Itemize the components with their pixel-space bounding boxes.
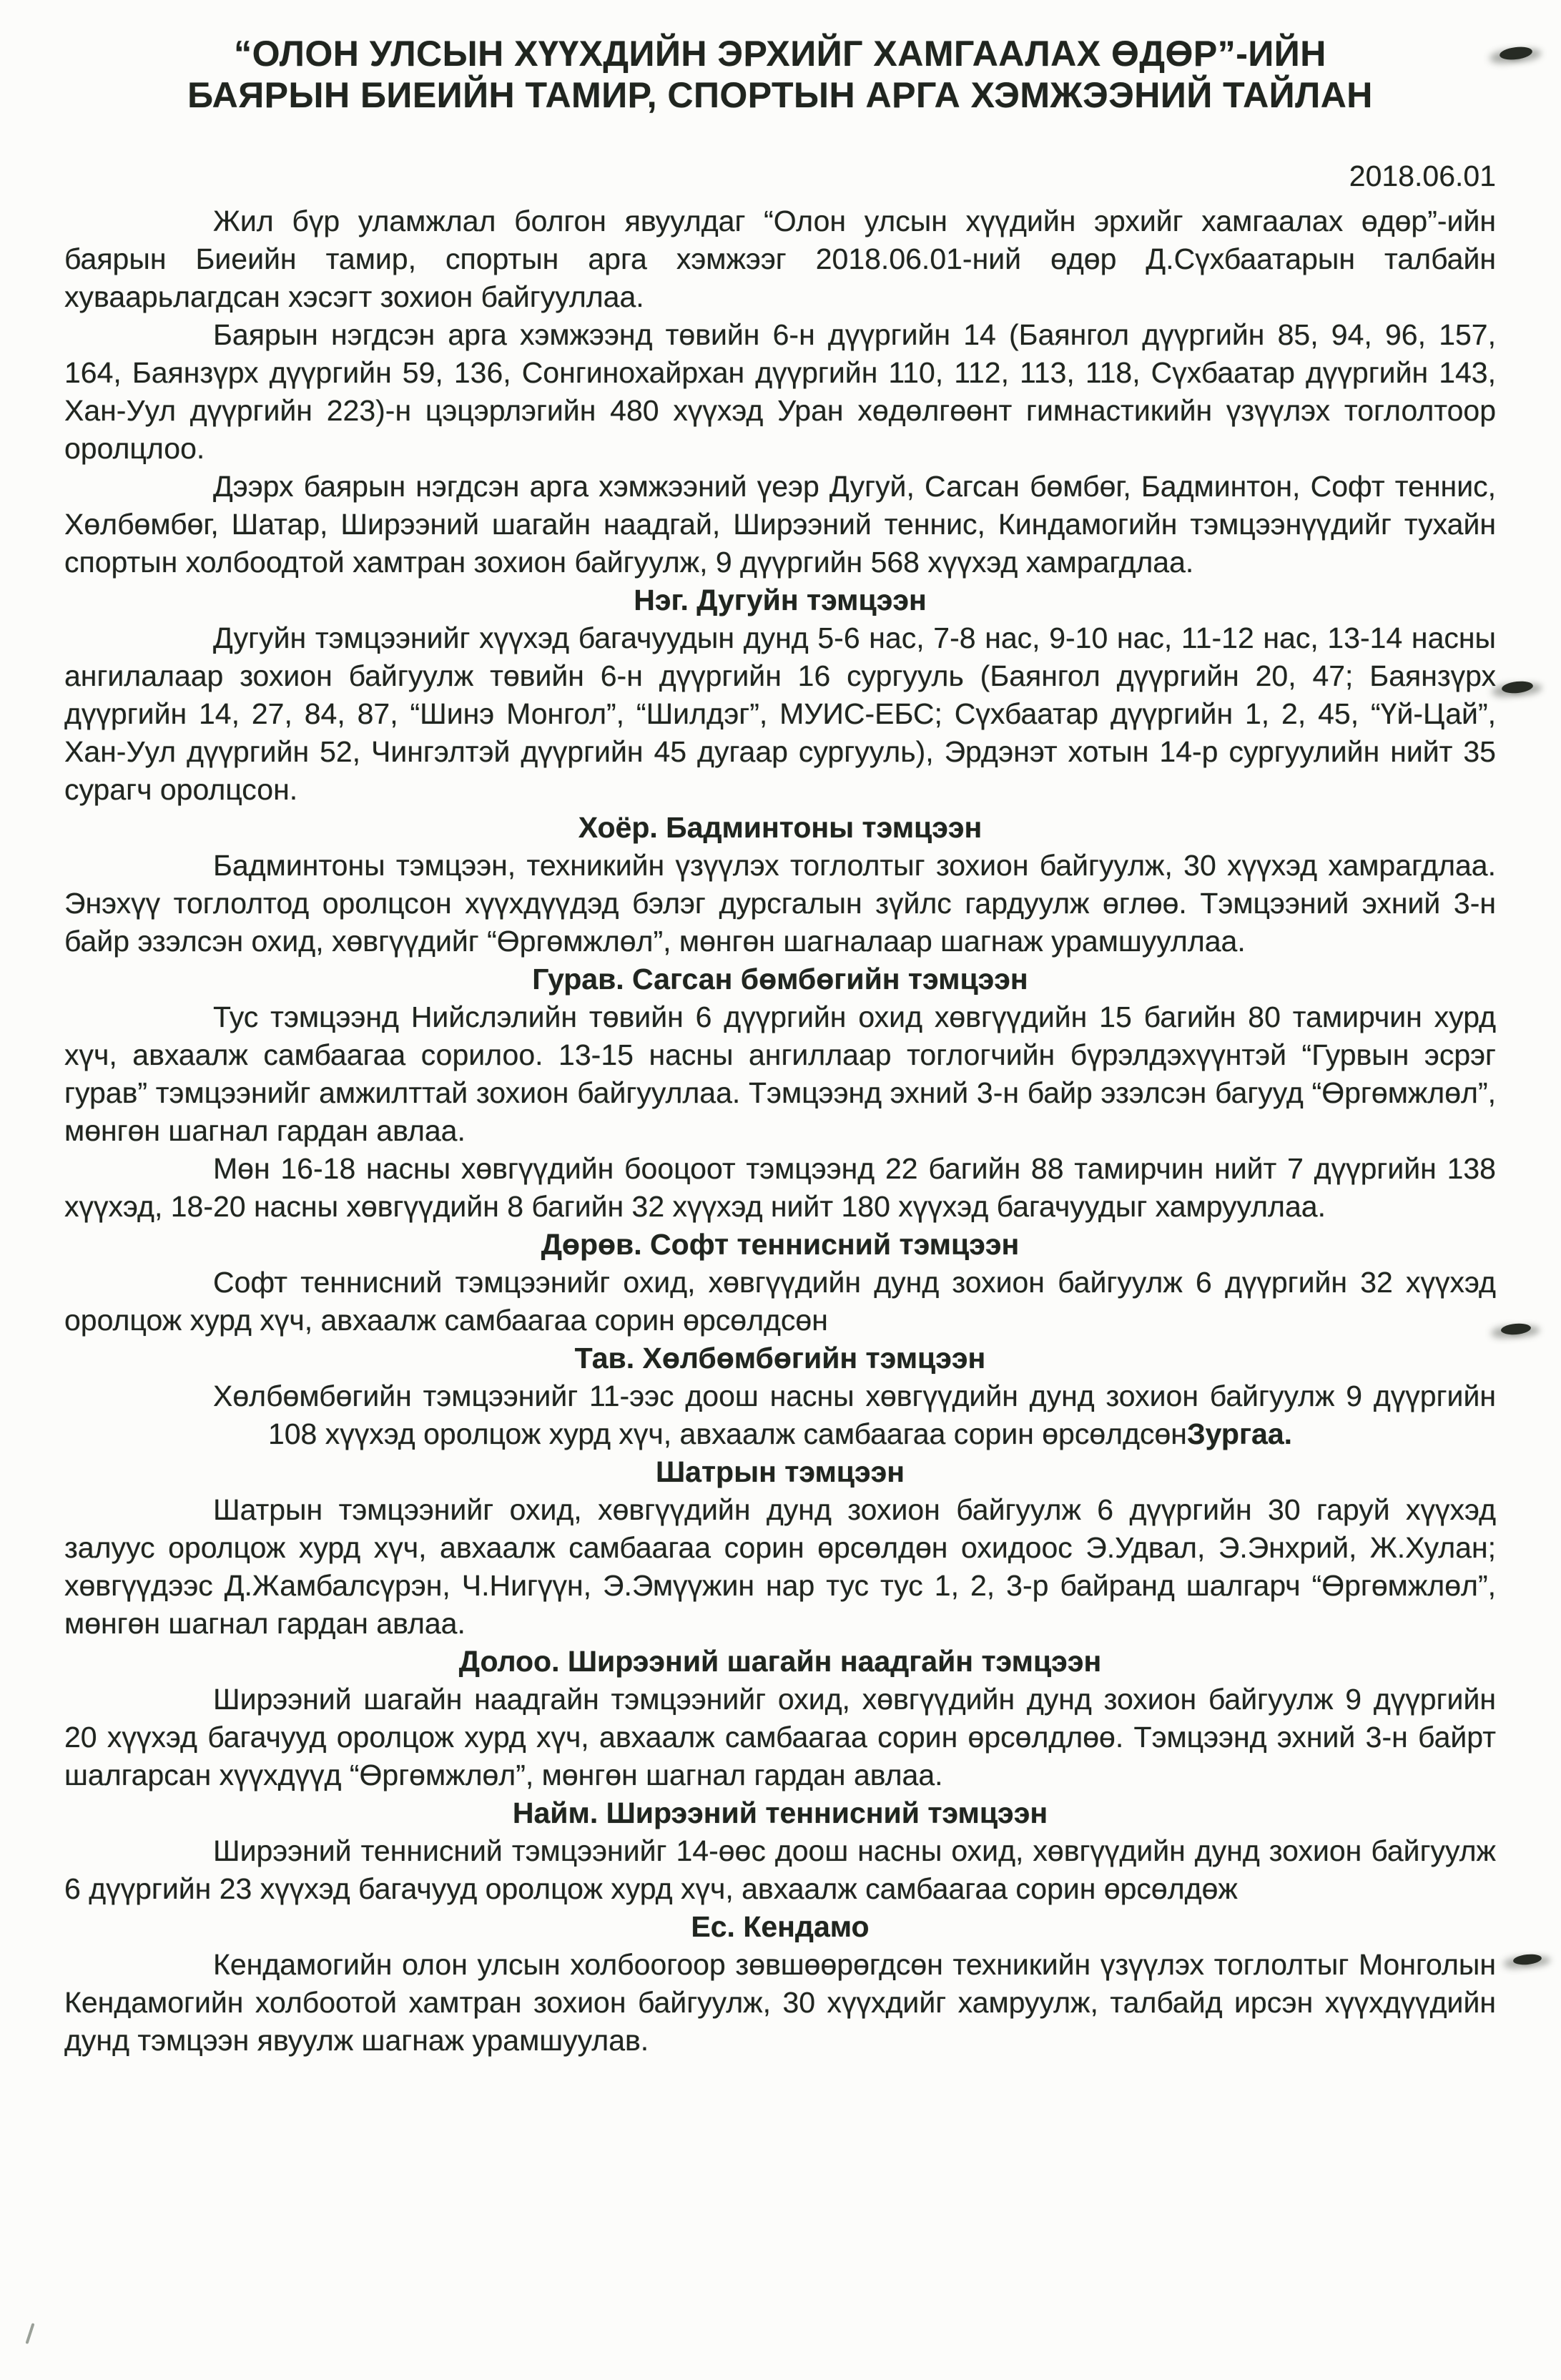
- document-date: 2018.06.01: [1349, 159, 1496, 192]
- body-paragraph: Бадминтоны тэмцээн, техникийн үзүүлэх тоглолтыг зохион байгуулж, 30 хүүхэд хамрагдлаа. Энэхүү тоглолтод оролцсон хүүхдүүдэд бэлэг дурсгалын зүйлс гардуулж өглөө. Тэмцээний эхний 3-н байр эзэлсэн охид, хөвгүүдийг “Өргөмжлөл”, мөнгөн шагналаар шагнаж урамшууллаа.: [64, 849, 1496, 958]
- body-paragraph: Дугуйн тэмцээнийг хүүхэд багачуудын дунд 5-6 нас, 7-8 нас, 9-10 нас, 11-12 нас, 13-14 насны ангилалаар зохион байгуулж төвийн 6-н дүүргийн 16 сургууль (Баянгол дүүргийн 20, 47; Баянзүрх дүүргийн 14, 27, 84, 87, “Шинэ Монгол”, “Шилдэг”, МУИС-ЕБС; Сүхбаатар дүүргийн 1, 2, 45, “Үй-Цай”, Хан-Уул дүүргийн 52, Чингэлтэй дүүргийн 45 дугаар сургууль), Эрдэнэт хотын 14-р сургуулийн нийт 35 сурагч оролцсон.: [64, 621, 1496, 806]
- body-paragraph: Ширээний шагайн наадгайн тэмцээнийг охид, хөвгүүдийн дунд зохион байгуулж 9 дүүргийн 20 хүүхэд багачууд оролцож хурд хүч, авхаалж самбаагаа сорин өрсөлдлөө. Тэмцээнд эхний 3-н байрт шалгарсан хүүхдүүд “Өргөмжлөл”, мөнгөн шагнал гардан авлаа.: [64, 1683, 1496, 1791]
- document-title-line-1: “ОЛОН УЛСЫН ХҮҮХДИЙН ЭРХИЙГ ХАМГААЛАХ ӨДӨР”-ИЙН: [234, 34, 1326, 74]
- section-heading: Ес. Кендамо: [691, 1910, 870, 1943]
- body-paragraph: Шатрын тэмцээнийг охид, хөвгүүдийн дунд зохион байгуулж 6 дүүргийн 30 гаруй хүүхэд залуус оролцож хурд хүч, авхаалж самбаагаа сорин өрсөлдөн охидоос Э.Удвал, Э.Энхрий, Ж.Хулан; хөвгүүдээс Д.Жамбалсүрэн, Ч.Нигүүн, Э.Эмүүжин нар тус тус 1, 2, 3-р байранд шалгарч “Өргөмжлөл”, мөнгөн шагнал гардан авлаа.: [64, 1493, 1496, 1640]
- section-heading: Найм. Ширээний теннисний тэмцээн: [512, 1796, 1048, 1829]
- section-heading: Дөрөв. Софт теннисний тэмцээн: [541, 1228, 1020, 1261]
- body-paragraph: Мөн 16-18 насны хөвгүүдийн бооцоот тэмцээнд 22 багийн 88 тамирчин нийт 7 дүүргийн 138 хүүхэд, 18-20 насны хөвгүүдийн 8 багийн 32 хүүхэд нийт 180 хүүхэд багачуудыг хамрууллаа.: [64, 1152, 1496, 1223]
- report-text-blocks: [64, 202, 1496, 2060]
- section-heading: Хоёр. Бадминтоны тэмцээн: [578, 811, 983, 844]
- scan-pen-mark-artifact: [25, 2323, 34, 2344]
- body-paragraph: Хөлбөмбөгийн тэмцээнийг 11-ээс доош насны хөвгүүдийн дунд зохион байгуулж 9 дүүргийн 108 хүүхэд оролцож хурд хүч, авхаалж самбаагаа сорин өрсөлдсөнЗургаа.: [213, 1380, 1496, 1450]
- body-paragraph: Жил бүр уламжлал болгон явуулдаг “Олон улсын хүүдийн эрхийг хамгаалах өдөр”-ийн баярын Биеийн тамир, спортын арга хэмжээг 2018.06.01-ний өдөр Д.Сүхбаатарын талбайн хуваарьлагдсан хэсэгт зохион байгууллаа.: [64, 205, 1496, 313]
- document-title: [64, 33, 1496, 116]
- section-heading: Тав. Хөлбөмбөгийн тэмцээн: [574, 1342, 986, 1375]
- scan-smudge-artifact: [1501, 680, 1533, 695]
- body-paragraph: Софт теннисний тэмцээнийг охид, хөвгүүдийн дунд зохион байгуулж 6 дүүргийн 32 хүүхэд оролцож хурд хүч, авхаалж самбаагаа сорин өрсөлдсөн: [64, 1266, 1496, 1337]
- scan-smudge-artifact: [1500, 1322, 1531, 1336]
- scan-smudge-artifact: [1512, 1953, 1542, 1966]
- section-heading: Шатрын тэмцээн: [655, 1455, 905, 1488]
- section-heading: Гурав. Сагсан бөмбөгийн тэмцээн: [532, 963, 1028, 995]
- body-paragraph: Дээрх баярын нэгдсэн арга хэмжээний үеэр Дугуй, Сагсан бөмбөг, Бадминтон, Софт теннис, Хөлбөмбөг, Шатар, Ширээний шагайн наадгай, Ширээний теннис, Киндамогийн тэмцээнүүдийг тухайн спортын холбоодтой хамтран зохион байгуулж, 9 дүүргийн 568 хүүхэд хамрагдлаа.: [64, 470, 1496, 579]
- bold-suffix: Зургаа.: [1186, 1417, 1293, 1450]
- scan-smudge-artifact: [1499, 45, 1533, 61]
- body-paragraph: Тус тэмцээнд Нийслэлийн төвийн 6 дүүргийн охид хөвгүүдийн 15 багийн 80 тамирчин хурд хүч, авхаалж самбаагаа сорилоо. 13-15 насны ангиллаар тоглогчийн бүрэлдэхүүнтэй “Гурвын эсрэг гурав” тэмцээнийг амжилттай зохион байгууллаа. Тэмцээнд эхний 3-н байр эзэлсэн багууд “Өргөмжлөл”, мөнгөн шагнал гардан авлаа.: [64, 1000, 1496, 1147]
- body-paragraph: Баярын нэгдсэн арга хэмжээнд төвийн 6-н дүүргийн 14 (Баянгол дүүргийн 85, 94, 96, 157, 164, Баянзүрх дүүргийн 59, 136, Сонгинохайрхан дүүргийн 110, 112, 113, 118, Сүхбаатар дүүргийн 143, Хан-Уул дүүргийн 223)-н цэцэрлэгийн 480 хүүхэд Уран хөдөлгөөнт гимнастикийн үзүүлэх тоглолтоор оролцлоо.: [64, 318, 1496, 465]
- body-paragraph: Ширээний теннисний тэмцээнийг 14-өөс доош насны охид, хөвгүүдийн дунд зохион байгуулж 6 дүүргийн 23 хүүхэд багачууд оролцож хурд хүч, авхаалж самбаагаа сорин өрсөлдөж: [64, 1834, 1496, 1905]
- body-paragraph: Кендамогийн олон улсын холбоогоор зөвшөөрөгдсөн техникийн үзүүлэх тоглолтыг Монголын Кендамогийн холбоотой хамтран зохион байгуулж, 30 хүүхдийг хамруулж, талбайд ирсэн хүүхдүүдийн дунд тэмцээн явуулж шагнаж урамшуулав.: [64, 1948, 1496, 2057]
- section-heading: Долоо. Ширээний шагайн наадгайн тэмцээн: [458, 1645, 1102, 1678]
- document-title-line-2: БАЯРЫН БИЕИЙН ТАМИР, СПОРТЫН АРГА ХЭМЖЭЭНИЙ ТАЙЛАН: [187, 75, 1373, 115]
- section-heading: Нэг. Дугуйн тэмцээн: [634, 584, 927, 616]
- document-body: [64, 33, 1496, 2060]
